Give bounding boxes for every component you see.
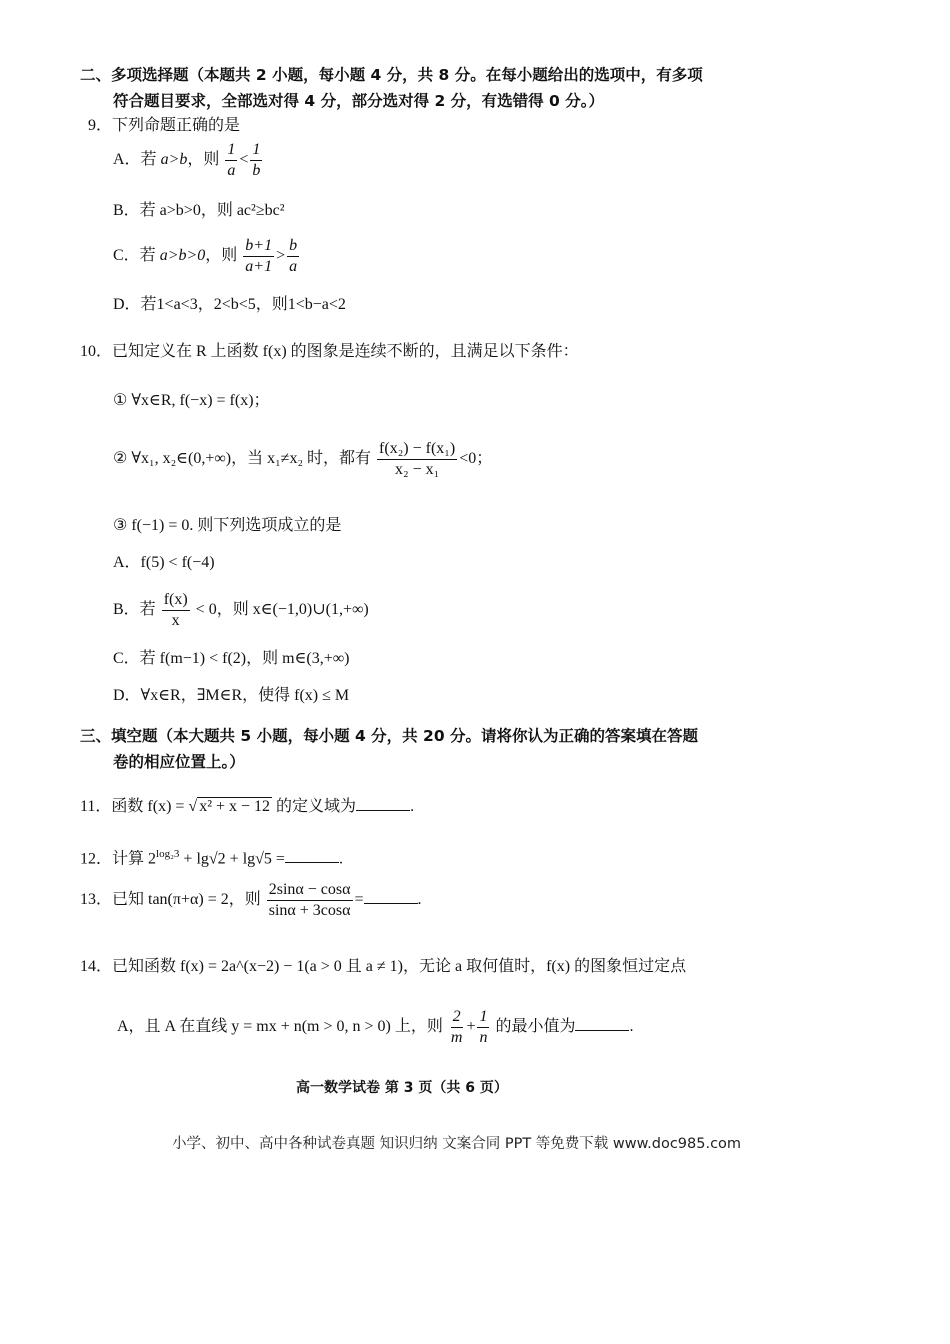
q10-b-fraction: $\frac{f(x)}{x}$ [163,591,188,629]
q10-condition-2 [113,439,492,480]
q10-option-a: A．f(5) < f(−4) [113,554,215,571]
q9-c-then: ，则 [205,247,238,265]
q9-c-frac2: $\frac{b}{a}$ [289,237,298,275]
q9-a-label: A．若 [113,151,157,169]
q14-line2: A，且 A 在直线 y = mx + n(m > 0, n > 0) 上，则 $\frac{2}{m}$ + $\frac{1}{n}$ 的最小值为 . [117,1008,634,1046]
section3-heading-line2: 卷的相应位置上。） [113,753,245,771]
q10-condition-1: ① ∀x∈R, f(−x) = f(x)； [113,392,270,409]
page-footer-ad: 小学、初中、高中各种试卷真题 知识归纳 文案合同 PPT 等免费下载 www.doc985.com [172,1136,742,1152]
q13-pre: 13．已知 tan(π+α) = 2，则 [80,891,261,909]
section3-heading-line1: 三、填空题（本大题共 5 小题，每小题 4 分，共 20 分。请将你认为正确的答案填在答题 [80,727,699,745]
q14-line2-pre: A，且 A 在直线 y = mx + n(m > 0, n > 0) 上，则 [117,1018,443,1036]
q12: 12．计算 $2^{log_23} + \lg√2 + \lg√5$ = . [80,848,343,868]
sqrt-icon: √ [188,798,198,815]
q14-plus: + [466,1018,476,1036]
q13-post: = [354,891,364,909]
q13-answer-blank[interactable] [364,889,418,904]
q9-option-d: D．若1<a<3，2<b<5，则1<b−a<2 [113,296,346,313]
q10-option-d: D．∀x∈R，∃M∈R，使得 f(x) ≤ M [113,687,350,704]
q9-c-condition: a>b>0 [159,247,206,265]
q12-exponent: log₂3 [156,848,180,860]
q10-cond2-pre: ② ∀x₁, x₂∈(0,+∞)，当 x₁≠x₂ 时，都有 [113,450,372,468]
q10-cond2-fraction: $\frac{\text{f(x₂) − f(x₁)}}{\text{x₂ − x₁}}$ [379,440,456,478]
q14-answer-blank[interactable] [575,1016,629,1031]
q10-option-b [113,590,369,631]
q12-post: + lg√2 + lg√5 = [179,850,285,868]
q10-condition-3: ③ f(−1) = 0. 则下列选项成立的是 [113,517,342,534]
q11-radicand: x² + x − 12 [199,798,271,815]
q10-cond2-post: <0； [459,450,493,468]
q11-answer-blank[interactable] [356,796,410,811]
q9-a-relation: < [239,151,249,169]
q9-c-label: C．若 [113,247,156,265]
section2-heading-line1: 二、多项选择题（本题共 2 小题，每小题 4 分，共 8 分。在每小题给出的选项中，有多项 [80,66,703,84]
q9-option-a [113,140,264,181]
q11-pre: 11．函数 f(x) = [80,798,189,815]
q9-option-b: B．若 a>b>0，则 ac²≥bc² [113,202,285,219]
q10-b-pre: B．若 [113,601,156,619]
q10-stem: 10．已知定义在 R 上函数 f(x) 的图象是连续不断的，且满足以下条件： [80,343,579,360]
q9-stem: 9．下列命题正确的是 [88,117,241,134]
q12-answer-blank[interactable] [285,848,339,863]
q9-a-then: ，则 [187,151,220,169]
q14-line1: 14．已知函数 f(x) = 2a^(x−2) − 1(a > 0 且 a ≠ 1)，无论 a 取何值时，f(x) 的图象恒过定点 [80,958,687,975]
q9-option-c [113,236,301,277]
q11: 11．函数 f(x) = √ x² + x − 12 的定义域为 . [80,798,415,815]
q11-post: 的定义域为 [272,798,357,815]
q9-a-condition: a>b [160,151,188,169]
q13-fraction: $\frac{2\sin\alpha - \cos\alpha}{\sin\alpha + 3\cos\alpha}$ [268,881,351,919]
q14-line2-post: 的最小值为 [495,1018,576,1036]
q9-c-relation: > [276,247,286,265]
page-footer-title: 高一数学试卷 第 3 页（共 6 页） [296,1080,508,1096]
q10-b-post: < 0，则 x∈(−1,0)∪(1,+∞) [195,601,369,619]
q14-frac1: $\frac{2}{m}$ [450,1008,463,1046]
q12-pre: 12．计算 2 [80,850,157,868]
q13: 13．已知 tan(π+α) = 2，则 $\frac{2\sin\alpha - \cos\alpha}{\sin\alpha + 3\cos\alpha}$ = . [80,881,422,919]
q14-frac2: $\frac{1}{n}$ [479,1008,488,1046]
section2-heading-line2: 符合题目要求，全部选对得 4 分，部分选对得 2 分，有选错得 0 分。） [113,92,604,110]
q9-a-frac1: $\frac{1}{a}$ [227,141,236,179]
q9-a-frac2: $\frac{1}{b}$ [252,141,261,179]
q10-option-c: C．若 f(m−1) < f(2)，则 m∈(3,+∞) [113,650,350,667]
q9-c-frac1: $\frac{b+1}{a+1}$ [245,237,273,275]
